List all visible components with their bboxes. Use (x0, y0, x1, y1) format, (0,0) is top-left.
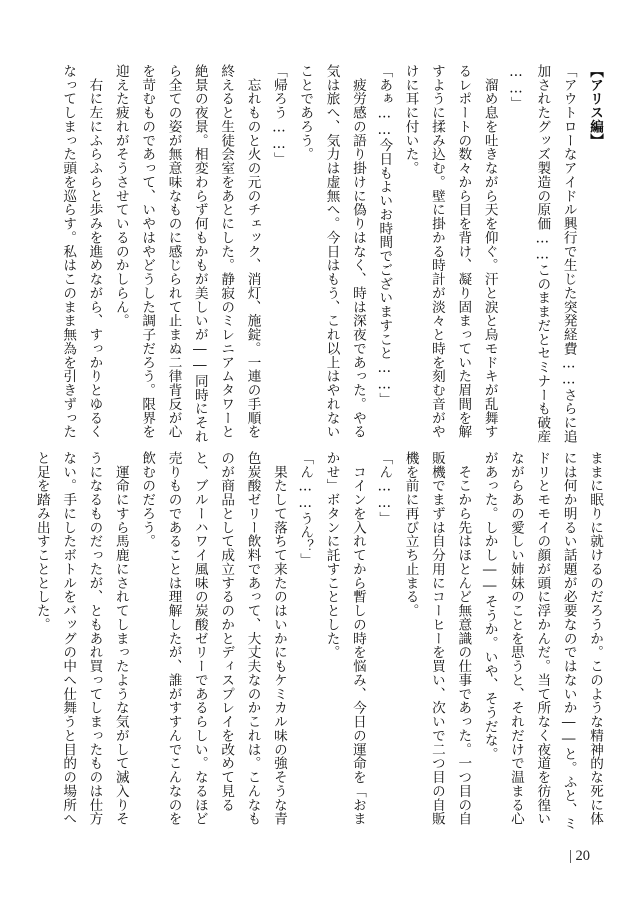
bottom-text-line: と、ブルーハワイ風味の炭酸ゼリーであるらしい。なるほど (191, 451, 208, 826)
top-text-line: 「あぁ……今日もよいお時間でございますこと……」 (376, 64, 393, 407)
bottom-text-line: と足を踏み出すこととした。 (33, 451, 50, 632)
top-text-line: 迎えた疲れがそうさせているのかしらん。 (112, 64, 129, 328)
top-text-line: 右に左にふらふらと歩みを進めながら、すっかりとゆるく (86, 64, 103, 439)
bottom-text-line: 機を前に再び立ち止まる。 (402, 451, 419, 618)
top-text-line: 終えると生徒会室をあとにした。静寂のミレニアムタワーと (218, 64, 235, 439)
bottom-text-line: うになるものだったが、ともあれ買ってしまったものは仕方 (86, 451, 103, 826)
top-text-line: 気は旅へ、気力は虚無へ。今日はもう、これ以上はやれない (323, 64, 340, 439)
top-text-line: すように揉み込む。壁に掛かる時計が淡々と時を刻む音がや (428, 64, 445, 439)
bottom-text-line: 「ん……うん？」 (297, 451, 314, 567)
top-text-line: るレポートの数々から目を背け、凝り固まっていた眉間を解 (455, 64, 472, 439)
bottom-text-line: 果たして落ちて来たのはいかにもケミカル味の強そうな青 (270, 451, 287, 826)
bottom-text-line: ない。手にしたボトルをバッグの中へ仕舞うと目的の場所へ (60, 451, 77, 826)
top-text-line: 「帰ろう……」 (270, 64, 287, 166)
top-text-line: ことであろう。 (297, 64, 314, 162)
bottom-text-line: があった。しかし――そうか。いや、そうだな。 (481, 451, 498, 761)
bottom-text-line: には何か明るい話題が必要なのではないか――と。ふと、ミ (560, 451, 577, 831)
bottom-text-line: 販機でまずは自分用にコーヒーを買い、次いで二つ目の自販 (428, 451, 445, 826)
top-text-line: 絶景の夜景。相変わらず何もかもが美しいが――同時にそれ (191, 64, 208, 444)
top-text-line: なってしまった頭を巡らす。私はこのまま無為を引きずった (60, 64, 77, 439)
top-text-line: 加されたグッズ製造の原価……このままだとセミナーも破産 (534, 64, 551, 444)
top-text-line: 疲労感の語り掛けに偽りはなく、時は深夜であった。やる (349, 64, 366, 439)
top-text-line: ……」 (507, 64, 524, 111)
bottom-text-line: そこから先はほとんど無意識の仕事であった。一つ目の自 (455, 451, 472, 826)
bottom-text-line: かせ」ボタンに託すこととした。 (323, 451, 340, 660)
text-column-top (60, 64, 608, 444)
page-number: | 20 (569, 848, 591, 864)
section-heading: 【アリス編】 (587, 64, 603, 148)
top-text-line: ら全ての姿が無意味なものに感じられて止まぬ二律背反が心 (165, 64, 182, 439)
top-text-line: 忘れものと火の元のチェック、消灯、施錠。一連の手順を (244, 64, 261, 439)
top-text-line: 「アウトローなアイドル興行で生じた突発経費……さらに追 (560, 64, 577, 444)
bottom-text-line: 「ん……」 (376, 451, 393, 526)
bottom-text-line: 飲むのだろう。 (139, 451, 156, 549)
bottom-text-line: 色炭酸ゼリー飲料であって、大丈夫なのかこれは。こんなも (244, 451, 261, 826)
bottom-text-line: コインを入れてから暫しの時を悩み、今日の運命を「おま (349, 451, 366, 826)
text-column-bottom (33, 451, 608, 831)
bottom-text-line: ドリとモモイの顔が頭に浮かんだ。当て所なく夜道を彷徨い (534, 451, 551, 826)
bottom-text-line: のが商品として成立するのかとディスプレイを改めて見る (218, 451, 235, 812)
top-text-line: けに耳に付いた。 (402, 64, 419, 175)
top-text-line: 溜め息を吐きながら天を仰ぐ。汗と涙と烏モドキが乱舞す (481, 64, 498, 439)
bottom-text-line: 運命にすら馬鹿にされてしまったような気がして滅入りそ (112, 451, 129, 826)
bottom-text-line: ながらあの愛しい姉妹のことを思うと、それだけで温まる心 (507, 451, 524, 826)
bottom-text-line: 売りものであることは理解したが、誰がすすんでこんなのを (165, 451, 182, 826)
top-text-line: を苛むものであって、いやはやどうした調子だろう。限界を (139, 64, 156, 439)
bottom-text-line: ままに眠りに就けるのだろうか。このような精神的な死に体 (587, 451, 603, 826)
